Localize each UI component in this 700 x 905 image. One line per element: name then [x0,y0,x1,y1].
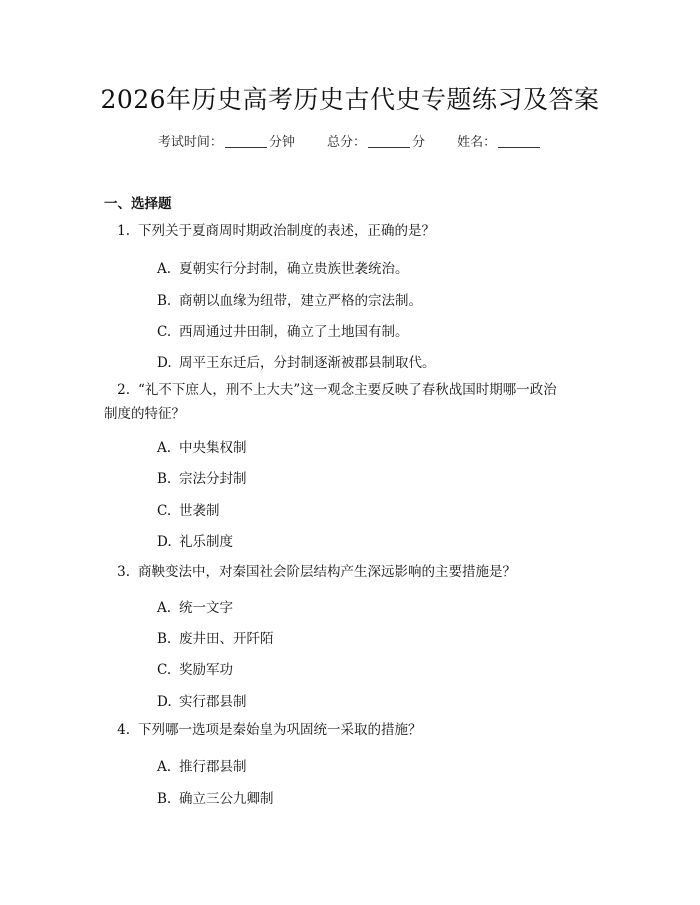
score-label: 总分： [326,135,366,150]
option-1b [157,289,422,309]
option-text: 废井田、开阡陌 [179,631,274,647]
option-letter: B. [157,631,172,647]
section-title: 一、选择题 [104,196,172,212]
option-letter: A. [157,759,172,775]
option-3b [157,627,274,647]
time-blank[interactable] [225,135,267,148]
name-field [457,131,542,150]
option-letter: A. [157,440,172,456]
option-1c [157,320,409,340]
option-letter: C. [157,503,172,519]
total-score-field [327,131,425,150]
option-2d [157,530,233,550]
option-2a [157,436,247,456]
exam-info-line [0,131,700,150]
option-1d [157,351,436,371]
option-letter: D. [157,694,172,710]
question-text: 下列哪一选项是秦始皇为巩固统一采取的措施？ [138,722,422,738]
option-letter: A. [157,261,172,277]
option-text: 周平王东迁后，分封制逐渐被郡县制取代。 [179,355,436,371]
option-letter: D. [157,534,172,550]
page-title: 2026年历史高考历史古代史专题练习及答案 [100,85,600,114]
option-3a [157,596,233,616]
name-label: 姓名： [457,135,497,150]
option-4a [157,755,247,775]
option-text: 实行郡县制 [179,694,247,710]
option-4b [157,787,274,807]
option-text: 宗法分封制 [179,471,247,487]
question-2 [104,378,604,402]
option-letter: C. [157,324,172,340]
option-text: 夏朝实行分封制，确立贵族世袭统治。 [179,261,409,277]
option-3d [157,690,247,710]
option-letter: A. [157,600,172,616]
question-text: “礼不下庶人，刑不上大夫”这一观念主要反映了春秋战国时期哪一政治 [138,382,557,398]
option-text: 确立三公九卿制 [179,791,274,807]
question-text: 下列关于夏商周时期政治制度的表述，正确的是？ [138,223,435,239]
option-text: 统一文字 [179,600,233,616]
option-text: 推行郡县制 [179,759,247,775]
question-number: 1. [117,223,130,239]
question-text-continued: 制度的特征？ [104,406,185,422]
score-unit: 分 [412,135,426,150]
question-2-continued [104,402,604,426]
question-number: 2. [117,382,130,398]
question-1 [104,219,604,243]
option-letter: B. [157,791,172,807]
option-text: 西周通过井田制，确立了土地国有制。 [179,324,409,340]
option-letter: B. [157,471,172,487]
time-unit: 分钟 [268,135,295,150]
option-3c [157,658,233,678]
option-text: 商朝以血缘为纽带，建立严格的宗法制。 [179,293,422,309]
question-number: 3. [117,564,130,580]
option-text: 世袭制 [179,503,220,519]
option-1a [157,257,409,277]
question-text: 商鞅变法中，对秦国社会阶层结构产生深远影响的主要措施是？ [138,564,516,580]
option-letter: B. [157,293,172,309]
option-text: 礼乐制度 [179,534,233,550]
question-number: 4. [117,722,130,738]
question-4 [104,718,604,742]
name-blank[interactable] [498,135,540,148]
option-letter: D. [157,355,172,371]
option-text: 奖励军功 [179,662,233,678]
option-letter: C. [157,662,172,678]
option-2c [157,499,220,519]
question-3 [104,560,604,584]
score-blank[interactable] [368,135,410,148]
time-label: 考试时间： [157,135,223,150]
exam-time-field [158,131,295,150]
option-2b [157,467,247,487]
option-text: 中央集权制 [179,440,247,456]
